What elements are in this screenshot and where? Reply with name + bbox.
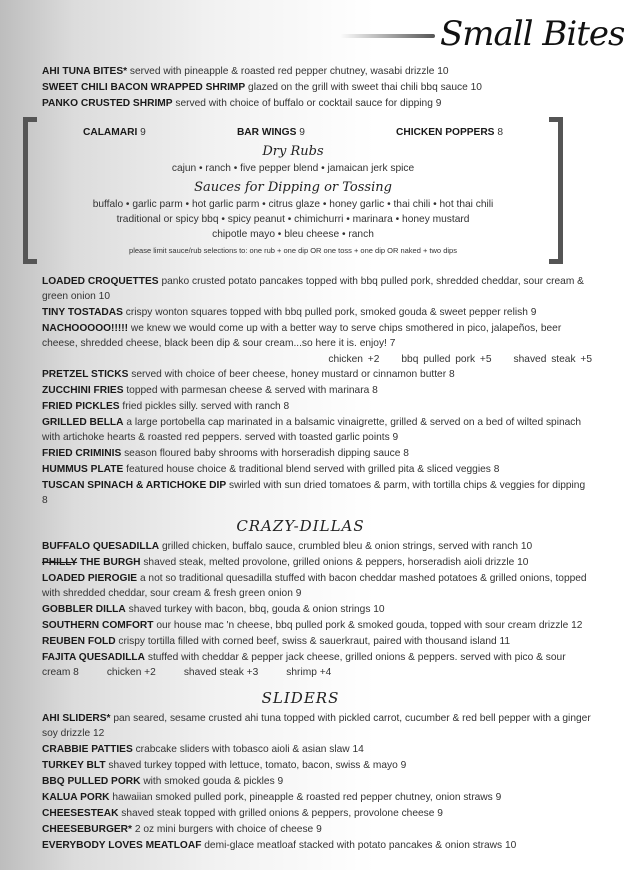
item-price: 8	[403, 448, 409, 459]
item-description: with smoked gouda & pickles	[140, 776, 278, 787]
menu-item	[42, 399, 592, 414]
item-description: shaved turkey topped with lettuce, tomato, bacon, swiss & mayo	[105, 760, 401, 771]
dry-rubs-list: cajun • ranch • five pepper blend • jamaican jerk spice	[171, 163, 415, 174]
item-name: GOBBLER DILLA	[42, 604, 126, 615]
item-name: AHI TUNA BITES*	[42, 66, 128, 77]
item-description: crabcake sliders with tobasco aioli & asian slaw	[132, 744, 353, 755]
addons-row	[42, 352, 592, 367]
item-price: 9	[495, 792, 502, 803]
item-price: 12	[92, 728, 105, 739]
menu-item	[42, 80, 592, 95]
item-description: grilled chicken, buffalo sauce, crumbled bleu & onion strings, served with ranch	[159, 541, 521, 552]
menu-item	[42, 367, 592, 382]
item-name: CHEESESTEAK	[42, 808, 119, 819]
top-items	[42, 64, 592, 111]
item-price: 8	[283, 401, 290, 412]
item-name: TUSCAN SPINACH & ARTICHOKE DIP	[42, 480, 227, 491]
item-description: hawaiian smoked pulled pork, pineapple & roasted red pepper chutney, onion straws	[109, 792, 496, 803]
item-price: 9	[400, 760, 407, 771]
item-name: THE BURGH	[77, 557, 141, 568]
menu-item	[42, 790, 592, 805]
item-name: PANKO CRUSTED SHRIMP	[42, 98, 173, 109]
app-chicken-poppers: CHICKEN POPPERS 8	[395, 127, 503, 138]
app-bar-wings: BAR WINGS 9	[236, 127, 305, 138]
menu-item	[42, 742, 592, 757]
item-name: EVERYBODY LOVES MEATLOAF	[42, 840, 202, 851]
item-description: swirled with sun dried tomatoes & parm, with tortilla chips & veggies for dipping	[226, 480, 586, 491]
item-description: served with pineapple & roasted red pepper chutney, wasabi drizzle	[127, 66, 438, 77]
item-name: BUFFALO QUESADILLA	[42, 541, 160, 552]
item-description: a not so traditional quesadilla stuffed with bacon cheddar mashed potatoes & grilled onions, topped with shredded cheddar, sour cream & fresh green onion	[42, 573, 587, 599]
item-price: 9	[392, 432, 399, 443]
menu-item	[42, 478, 592, 508]
item-price: 8	[448, 369, 455, 380]
page-title: Small Bites	[440, 14, 624, 54]
title-bar	[0, 0, 624, 64]
item-price: 9	[316, 824, 322, 835]
addon: shaved steak +3	[183, 667, 259, 678]
menu-item	[42, 539, 592, 554]
menu-item	[42, 446, 592, 461]
sauces-line: chipotle mayo • bleu cheese • ranch	[212, 229, 374, 240]
menu-item	[42, 305, 592, 320]
item-description: a large portobella cap marinated in a balsamic vinaigrette, grilled & served on a bed of wilted spinach with artichoke hearts & roasted red peppers. served with toasted garlic points	[42, 417, 582, 443]
menu-item	[42, 96, 592, 111]
item-name: CHEESEBURGER*	[42, 824, 133, 835]
bracket-left	[23, 117, 37, 264]
menu-item	[42, 274, 592, 304]
addon: chicken +2	[106, 667, 156, 678]
item-price: 8	[372, 385, 378, 396]
bites-list	[42, 274, 592, 508]
item-price: 10	[504, 840, 517, 851]
dillas-list	[42, 539, 592, 680]
menu-item	[42, 602, 592, 617]
item-price: 10	[470, 82, 482, 93]
menu-item	[42, 64, 592, 79]
item-price: 8	[73, 667, 79, 678]
item-name: SOUTHERN COMFORT	[42, 620, 154, 631]
item-name: SWEET CHILI BACON WRAPPED SHRIMP	[42, 82, 246, 93]
item-price: 10	[437, 66, 449, 77]
item-description: our house mac 'n cheese, bbq pulled pork & smoked gouda, topped with sour cream drizzle	[153, 620, 572, 631]
item-description: shaved turkey with bacon, bbq, gouda & onion strings	[125, 604, 374, 615]
item-price: 8	[42, 495, 48, 506]
item-description: served with choice of buffalo or cocktail sauce for dipping	[172, 98, 436, 109]
sliders-heading: SLIDERS	[261, 689, 340, 707]
item-description: served with choice of beer cheese, honey mustard or cinnamon butter	[128, 369, 449, 380]
item-price: 10	[517, 557, 529, 568]
wing-apps	[39, 117, 547, 140]
item-price: 8	[493, 464, 500, 475]
item-price: 10	[373, 604, 385, 615]
menu-item	[42, 462, 592, 477]
menu-item	[42, 806, 592, 821]
item-price: 9	[435, 98, 442, 109]
item-description: stuffed with cheddar & pepper jack cheese, grilled onions & peppers. served with pico & sour cream	[42, 652, 566, 678]
menu-item	[42, 321, 592, 351]
menu-item	[42, 838, 592, 853]
item-name: FRIED PICKLES	[42, 401, 120, 412]
item-name: FAJITA QUESADILLA	[42, 652, 146, 663]
item-name: FRIED CRIMINIS	[42, 448, 122, 459]
item-price: 7	[389, 338, 396, 349]
item-name: LOADED CROQUETTES	[42, 276, 159, 287]
menu-item	[42, 571, 592, 601]
item-name: LOADED PIEROGIE	[42, 573, 138, 584]
sliders-list	[42, 711, 592, 853]
item-name: REUBEN FOLD	[42, 636, 116, 647]
bracket-right	[549, 117, 563, 264]
item-name: GRILLED BELLA	[42, 417, 124, 428]
sauces-line: buffalo • garlic parm • hot garlic parm • citrus glaze • honey garlic • thai chili • hot thai chili	[92, 199, 494, 210]
item-description: topped with parmesan cheese & served with marinara	[123, 385, 373, 396]
addon: shrimp +4	[286, 667, 332, 678]
menu-item	[42, 711, 592, 741]
item-price: 9	[530, 307, 537, 318]
menu-item	[42, 774, 592, 789]
item-price: 11	[499, 636, 511, 647]
brush-stroke	[340, 34, 435, 38]
wings-box	[23, 117, 563, 264]
item-name: KALUA PORK	[42, 792, 110, 803]
sauces-heading: Sauces for Dipping or Tossing	[194, 180, 392, 195]
item-price: 10	[98, 291, 110, 302]
item-description: season floured baby shrooms with horseradish dipping sauce	[121, 448, 404, 459]
item-name: ZUCCHINI FRIES	[42, 385, 124, 396]
item-name: AHI SLIDERS*	[42, 713, 111, 724]
menu-item	[42, 383, 592, 398]
item-description: crispy tortilla filled with corned beef, swiss & sauerkraut, paired with thousand island	[115, 636, 500, 647]
menu-item	[42, 634, 592, 649]
item-description: demi-glace meatloaf stacked with potato pancakes & onion straws	[201, 840, 505, 851]
item-name: TINY TOSTADAS	[42, 307, 123, 318]
item-description: crispy wonton squares topped with bbq pulled pork, smoked gouda & sweet pepper relish	[122, 307, 531, 318]
sauces-line: traditional or spicy bbq • spicy peanut • chimichurri • marinara • honey mustard	[116, 214, 470, 225]
menu-item	[42, 555, 592, 570]
addon: chicken +2	[328, 354, 380, 365]
item-name: CRABBIE PATTIES	[42, 744, 133, 755]
item-description: glazed on the grill with sweet thai chili bbq sauce	[245, 82, 471, 93]
item-description: fried pickles silly. served with ranch	[119, 401, 284, 412]
menu-item	[42, 650, 592, 680]
menu-item	[42, 415, 592, 445]
item-price: 9	[437, 808, 443, 819]
item-name: NACHOOOOO!!!!!	[42, 323, 129, 334]
dillas-heading: CRAZY-DILLAS	[236, 517, 365, 535]
item-price: 9	[277, 776, 284, 787]
menu-item	[42, 822, 592, 837]
item-description: panko crusted potato pancakes topped with bbq pulled pork, shredded cheddar, sour cream & green onion	[42, 276, 584, 302]
menu-item	[42, 758, 592, 773]
item-name: TURKEY BLT	[42, 760, 106, 771]
item-description: we knew we would come up with a better way to serve chips smothered in pico, jalapeños, beer cheese, shredded cheese, black been dip & sour cream...so here it is. enjoy!	[42, 323, 562, 349]
item-description: shaved steak topped with grilled onions & peppers, provolone cheese	[118, 808, 438, 819]
addon: shaved steak +5	[513, 354, 592, 365]
item-description: pan seared, sesame crusted ahi tuna topped with pickled carrot, cucumber & red bell pepper with a ginger soy drizzle	[42, 713, 591, 739]
item-description: shaved steak, melted provolone, grilled onions & peppers, horseradish aioli drizzle	[140, 557, 518, 568]
menu-item	[42, 618, 592, 633]
dry-rubs-heading: Dry Rubs	[262, 144, 324, 159]
item-price: 14	[352, 744, 364, 755]
item-price: 10	[520, 541, 533, 552]
item-description: 2 oz mini burgers with choice of cheese	[132, 824, 317, 835]
app-calamari: CALAMARI 9	[83, 127, 146, 138]
item-price: 12	[571, 620, 583, 631]
item-description: featured house choice & traditional blend served with grilled pita & sliced veggies	[123, 464, 494, 475]
addon: bbq pulled pork +5	[401, 354, 492, 365]
item-price: 9	[295, 588, 302, 599]
sauce-note: please limit sauce/rub selections to: one rub + one dip OR one toss + one dip OR naked + two dips	[129, 246, 457, 255]
item-name-struck: PHILLY	[42, 557, 78, 568]
item-name: HUMMUS PLATE	[42, 464, 124, 475]
item-name: BBQ PULLED PORK	[42, 776, 141, 787]
item-name: PRETZEL STICKS	[42, 369, 129, 380]
